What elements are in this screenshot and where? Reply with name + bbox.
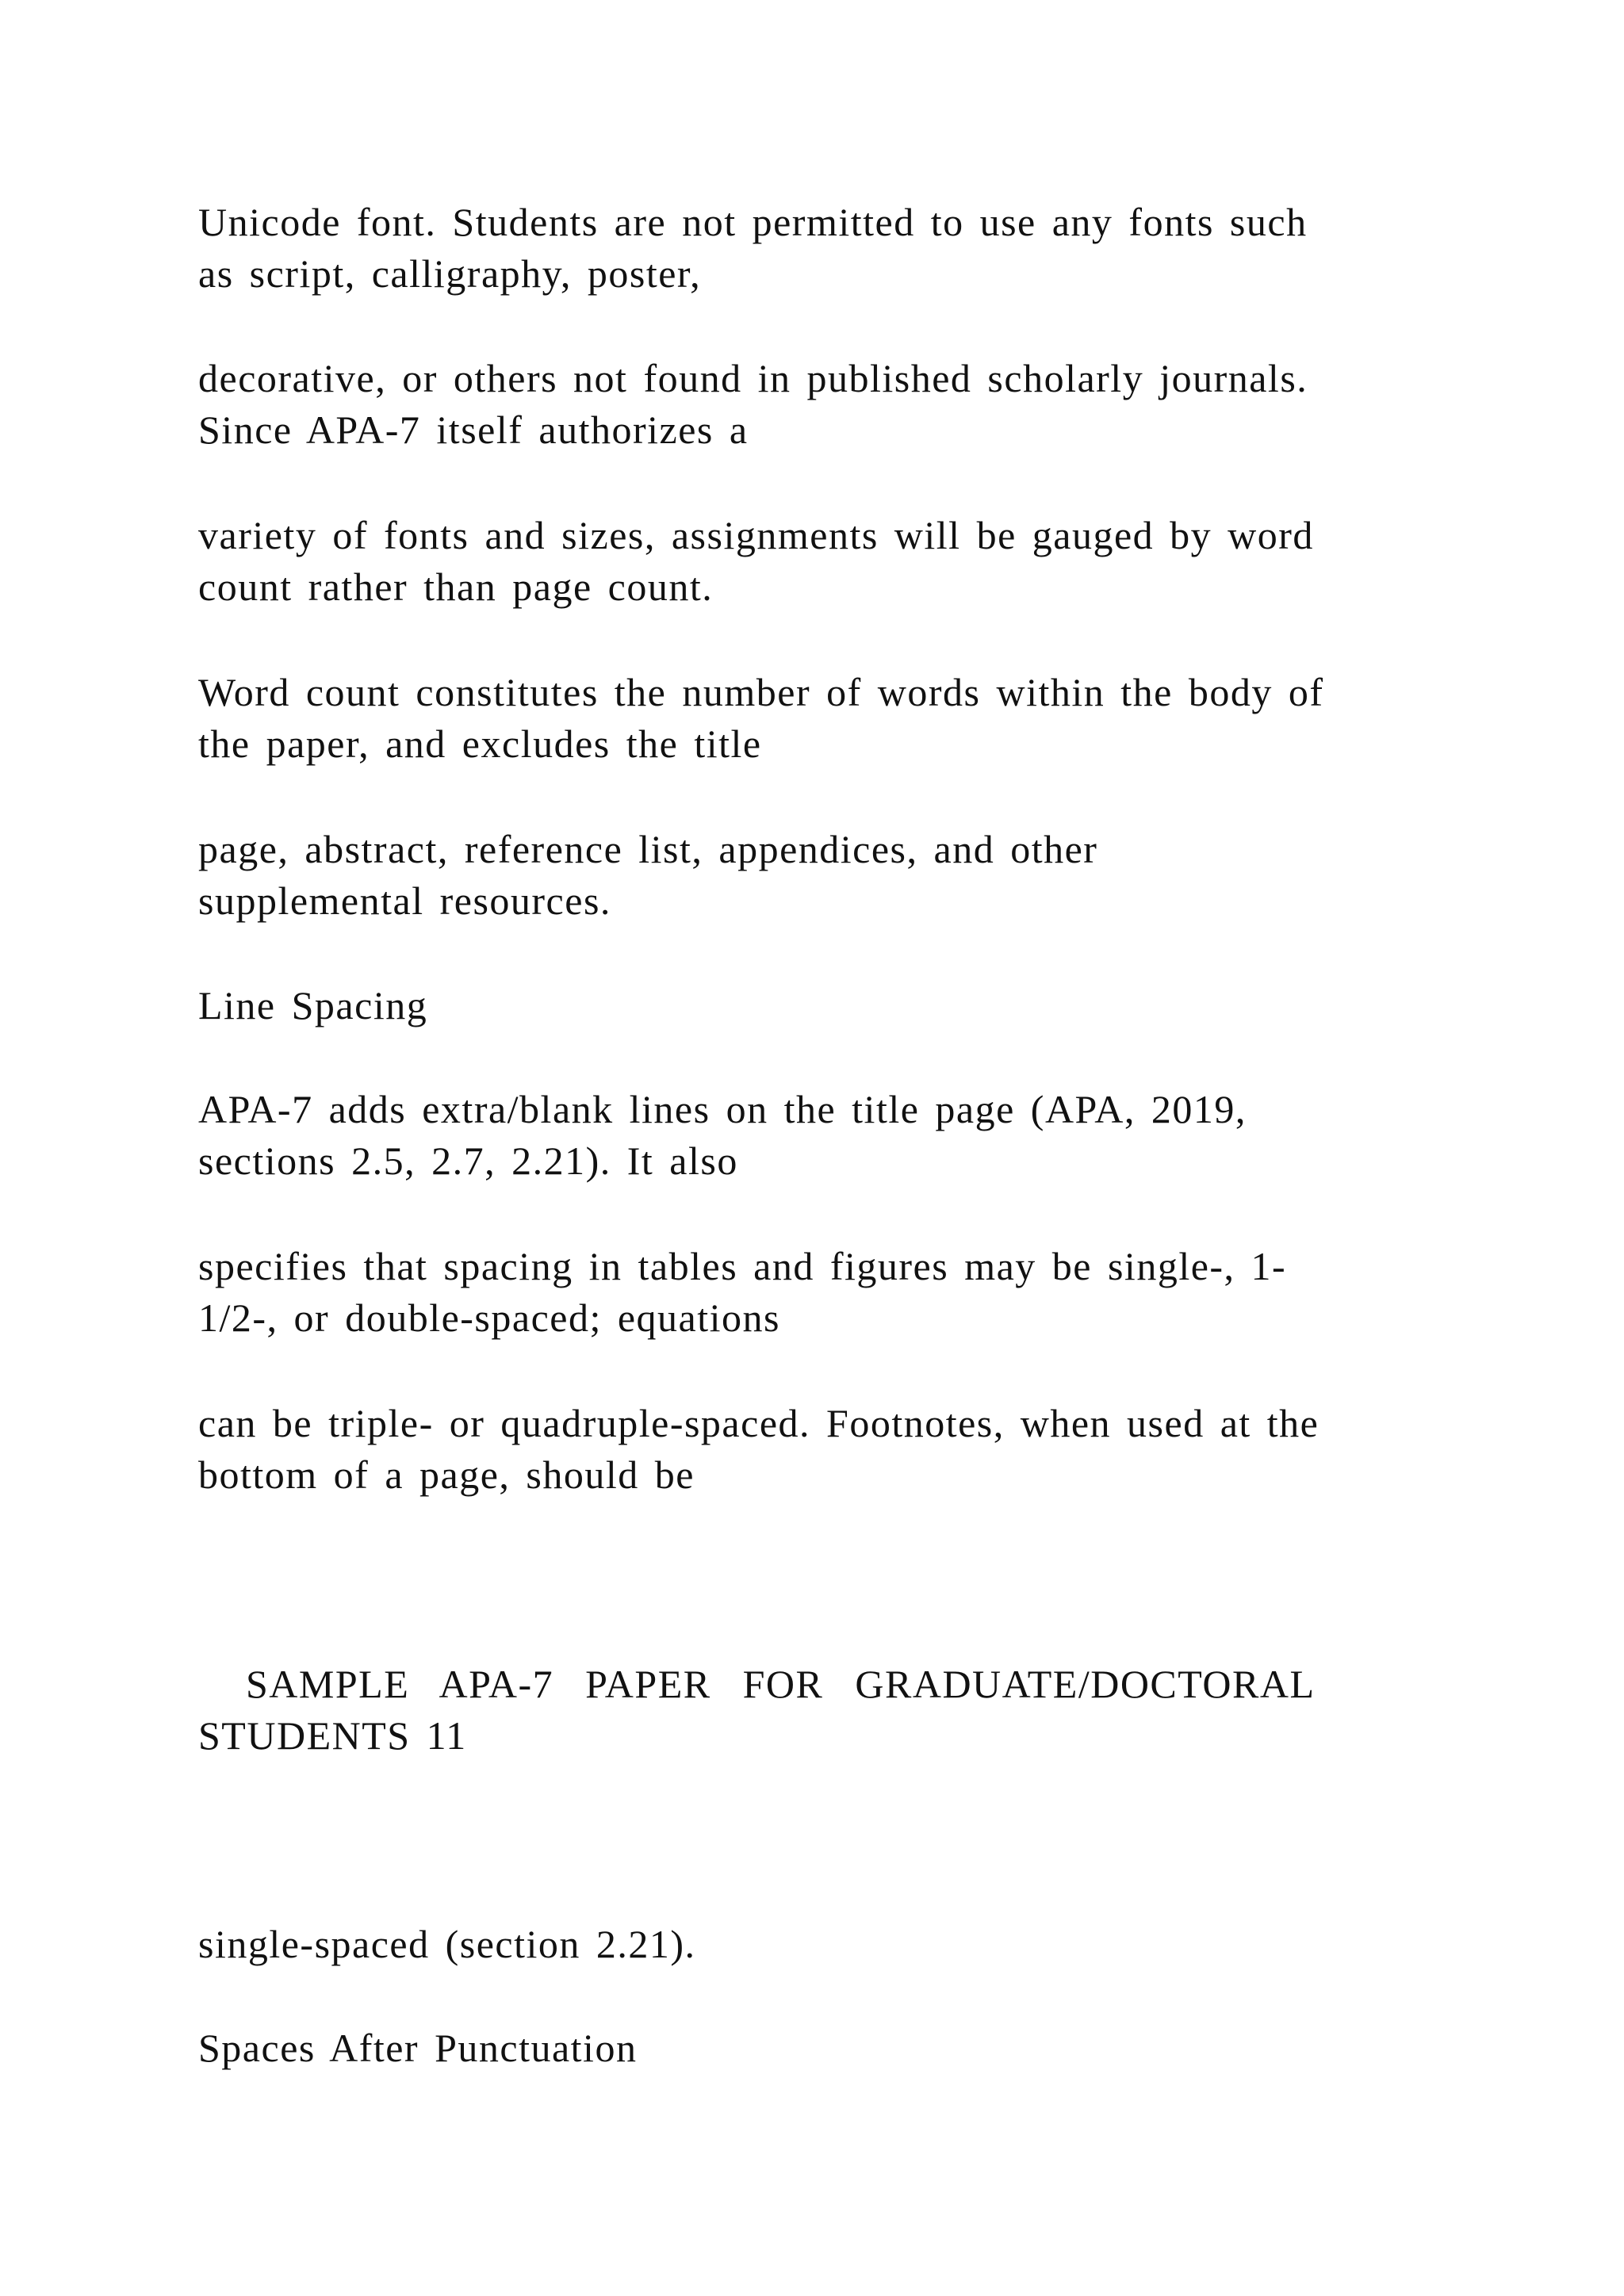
- section-heading-line-spacing: [198, 980, 1435, 1031]
- paragraph-word-count-3: [198, 824, 1435, 927]
- text-line: can be triple- or quadruple-spaced. Footnotes, when used at the: [198, 1401, 1320, 1445]
- text-line: as script, calligraphy, poster,: [198, 251, 702, 296]
- text-line: supplemental resources.: [198, 878, 611, 923]
- paragraph-word-count-2: [198, 667, 1435, 770]
- running-head: [198, 1659, 1435, 1762]
- text-line: Unicode font. Students are not permitted to use any fonts such: [198, 200, 1308, 244]
- section-heading-spaces-after-punctuation: [198, 2022, 1435, 2074]
- text-line: variety of fonts and sizes, assignments will be gauged by word: [198, 513, 1314, 557]
- text-line: 1/2-, or double-spaced; equations: [198, 1295, 780, 1340]
- text-line: Line Spacing: [198, 983, 428, 1027]
- paragraph-fonts-2: [198, 353, 1435, 456]
- text-line: bottom of a page, should be: [198, 1452, 695, 1497]
- text-line: specifies that spacing in tables and figures may be single-, 1-: [198, 1244, 1287, 1288]
- paragraph-line-spacing-3: [198, 1398, 1435, 1501]
- text-line: SAMPLE APA-7 PAPER FOR GRADUATE/DOCTORAL: [198, 1662, 1316, 1706]
- text-line: Spaces After Punctuation: [198, 2026, 638, 2070]
- paragraph-word-count-1: [198, 510, 1435, 613]
- text-line: decorative, or others not found in published scholarly journals.: [198, 356, 1308, 400]
- text-line: count rather than page count.: [198, 564, 714, 609]
- text-line: the paper, and excludes the title: [198, 721, 762, 766]
- paragraph-single-spaced: [198, 1919, 1435, 1970]
- paragraph-line-spacing-1: [198, 1084, 1435, 1187]
- text-line: Word count constitutes the number of words within the body of: [198, 670, 1324, 714]
- text-line: sections 2.5, 2.7, 2.21). It also: [198, 1138, 738, 1183]
- paragraph-line-spacing-2: [198, 1241, 1435, 1344]
- text-line: APA-7 adds extra/blank lines on the title page (APA, 2019,: [198, 1087, 1247, 1131]
- text-line: STUDENTS 11: [198, 1713, 467, 1758]
- paragraph-fonts-1: [198, 197, 1435, 300]
- text-line: single-spaced (section 2.21).: [198, 1922, 696, 1966]
- text-line: page, abstract, reference list, appendices, and other: [198, 827, 1098, 871]
- text-line: Since APA-7 itself authorizes a: [198, 408, 749, 452]
